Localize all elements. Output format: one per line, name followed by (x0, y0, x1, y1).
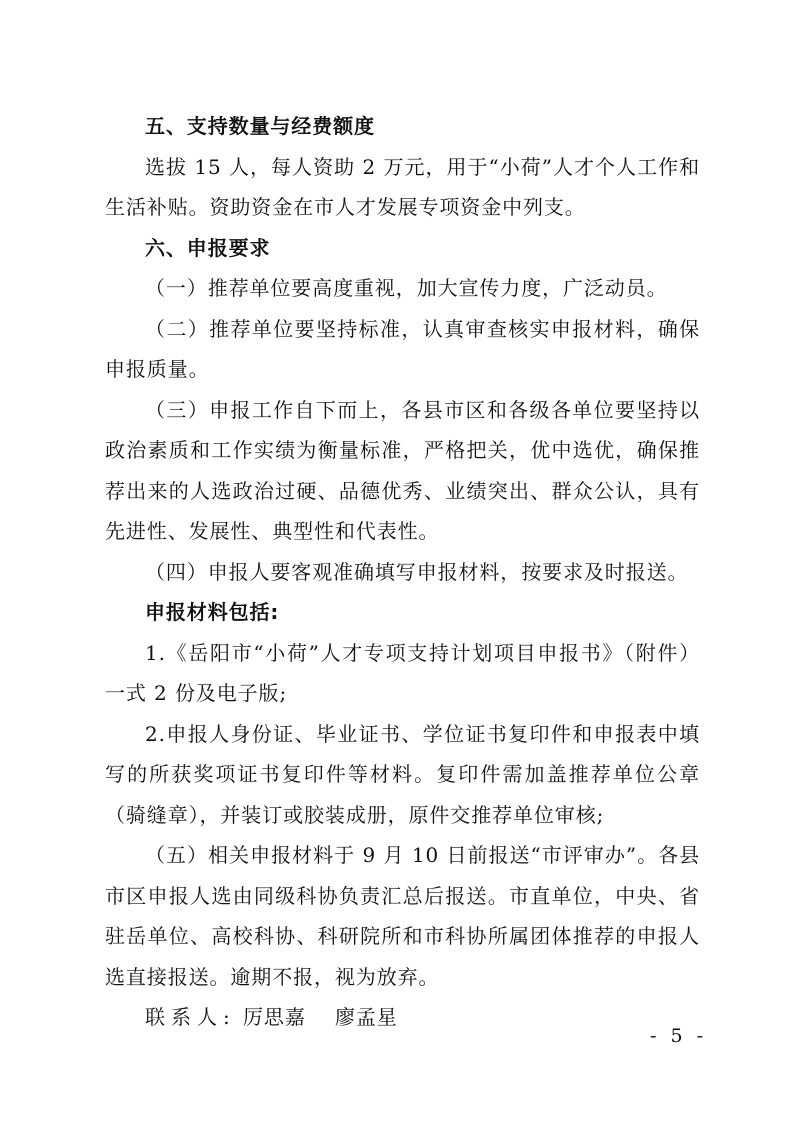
requirement-paragraph-3: （三）申报工作自下而上，各县市区和各级各单位要坚持以政治素质和工作实绩为衡量标准，严格把关，优中选优，确保推荐出来的人选政治过硬、品德优秀、业绩突出、群众公认，具有先进性、发展性、典型性和代表性。 (105, 397, 700, 543)
materials-heading: 申报材料包括: (145, 600, 280, 624)
contact-label: 联系人: (145, 1005, 236, 1029)
contact-name-2: 廖孟星 (334, 1005, 398, 1029)
page-number: - 5 - (650, 1025, 708, 1047)
section-heading-5: 五、支持数量与经费额度 (145, 114, 375, 138)
requirement-paragraph-5: （五）相关申报材料于 9 月 10 日前报送“市评审办”。各县市区申报人选由同级科协负责汇总后报送。市直单位，中央、省驻岳单位、高校科协、科研院所和市科协所属团体推荐的申报人选直接报送。逾期不报，视为放弃。 (105, 843, 700, 989)
document-body (105, 106, 700, 1038)
material-item-1: 1.《岳阳市“小荷”人才专项支持计划项目申报书》（附件）一式 2 份及电子版; (105, 640, 700, 705)
section-paragraph-5: 选拔 15 人，每人资助 2 万元，用于“小荷”人才个人工作和生活补贴。资助资金在市人才发展专项资金中列支。 (105, 154, 700, 219)
material-item-2: 2.申报人身份证、毕业证书、学位证书复印件和申报表中填写的所获奖项证书复印件等材料。复印件需加盖推荐单位公章（骑缝章），并装订或胶装成册，原件交推荐单位审核; (105, 721, 700, 827)
requirement-paragraph-2: （二）推荐单位要坚持标准，认真审查核实申报材料，确保申报质量。 (105, 316, 700, 381)
contact-name-1: 厉思嘉 (243, 1005, 306, 1029)
requirement-paragraph-4: （四）申报人要客观准确填写申报材料，按要求及时报送。 (145, 559, 689, 584)
requirement-paragraph-1: （一）推荐单位要高度重视，加大宣传力度，广泛动员。 (145, 276, 668, 300)
contact-line (105, 997, 700, 1038)
section-heading-6: 六、申报要求 (145, 235, 271, 260)
